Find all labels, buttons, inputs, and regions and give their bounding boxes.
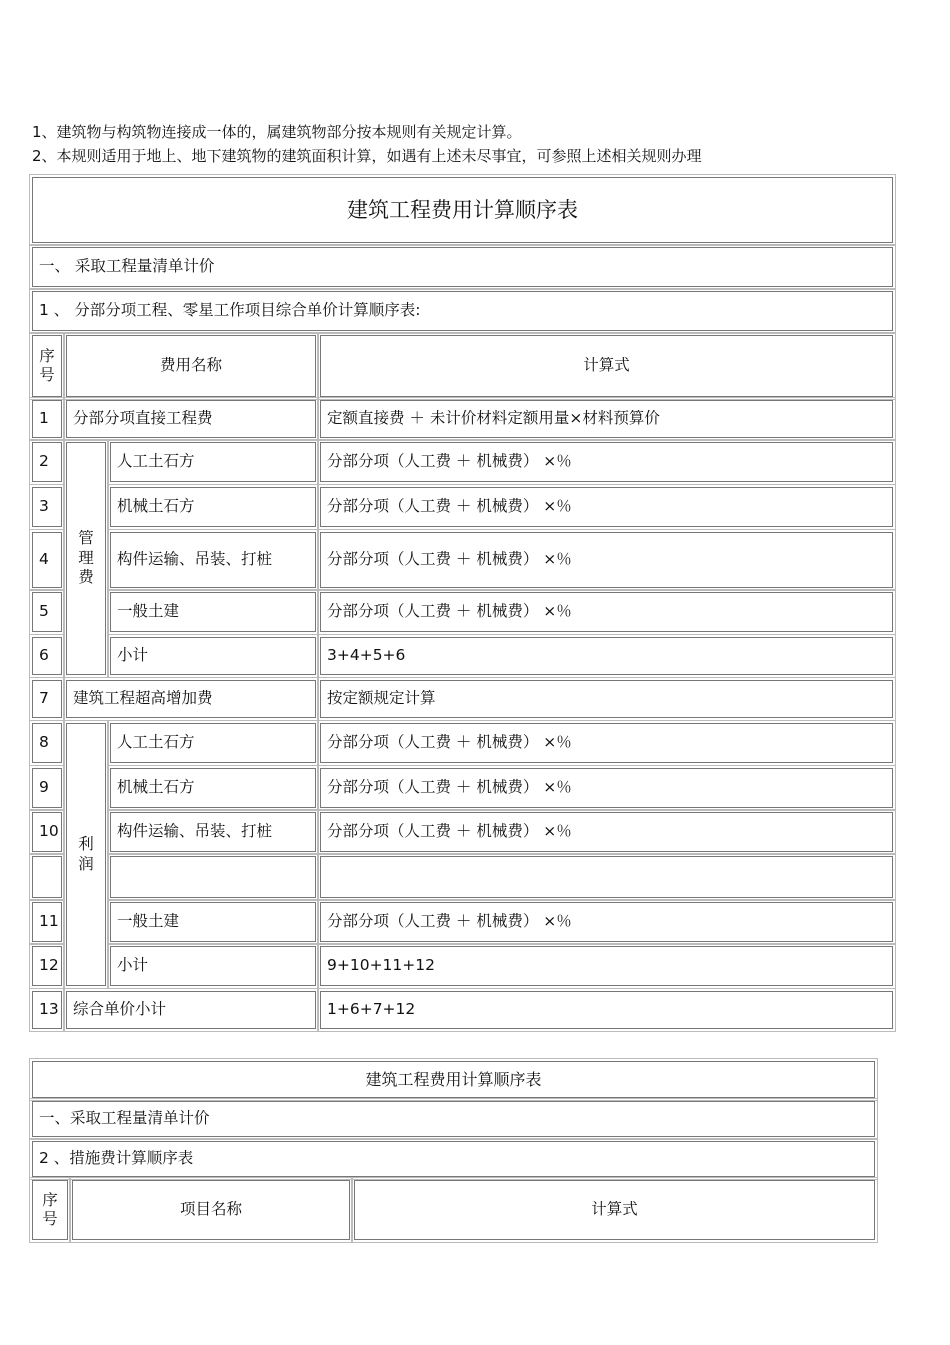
section-heading: 一、采取工程量清单计价 [32,1101,875,1137]
row-seq: 5 [32,592,62,632]
row-formula: 9+10+11+12 [320,946,893,986]
row-name: 机械土石方 [110,487,316,527]
row-name: 建筑工程超高增加费 [66,680,316,718]
row-formula: 分部分项（人工费 ＋ 机械费） ×％ [320,532,893,588]
note-1: 1、建筑物与构筑物连接成一体的，属建筑物部分按本规则有关规定计算。 [32,123,522,141]
row-formula: 定额直接费 ＋ 未计价材料定额用量×材料预算价 [320,400,893,438]
note-2: 2、本规则适用于地上、地下建筑物的建筑面积计算，如遇有上述未尽事宜，可参照上述相关规则办理 [32,147,702,165]
row-seq: 9 [32,768,62,808]
row-name: 分部分项直接工程费 [66,400,316,438]
row-name: 一般土建 [110,592,316,632]
row-seq: 4 [32,532,62,588]
header-seq: 序号 [32,335,62,397]
header-formula: 计算式 [320,335,893,397]
row-formula: 分部分项（人工费 ＋ 机械费） ×％ [320,723,893,763]
row-formula-empty [320,856,893,898]
subsection-heading: 1 、 分部分项工程、零星工作项目综合单价计算顺序表: [32,291,893,331]
row-formula: 分部分项（人工费 ＋ 机械费） ×％ [320,487,893,527]
row-formula: 按定额规定计算 [320,680,893,718]
row-name: 构件运输、吊装、打桩 [110,812,316,852]
row-seq: 1 [32,400,62,438]
row-formula: 1+6+7+12 [320,991,893,1029]
header-name: 项目名称 [72,1180,350,1240]
subsection-heading: 2 、措施费计算顺序表 [32,1141,875,1177]
row-name: 综合单价小计 [66,991,316,1029]
row-name: 人工土石方 [110,442,316,482]
row-name-empty [110,856,316,898]
table-title: 建筑工程费用计算顺序表 [32,177,893,243]
row-seq: 10 [32,812,62,852]
group-label-profit: 利润 [66,723,106,986]
row-formula: 分部分项（人工费 ＋ 机械费） ×％ [320,812,893,852]
row-name: 机械土石方 [110,768,316,808]
row-seq-empty [32,856,62,898]
row-formula: 分部分项（人工费 ＋ 机械费） ×％ [320,768,893,808]
row-seq: 3 [32,487,62,527]
row-name: 人工土石方 [110,723,316,763]
row-seq: 2 [32,442,62,482]
row-seq: 6 [32,637,62,675]
row-name: 小计 [110,946,316,986]
table-title: 建筑工程费用计算顺序表 [32,1061,875,1098]
row-seq: 11 [32,902,62,942]
row-formula: 3+4+5+6 [320,637,893,675]
row-seq: 13 [32,991,62,1029]
row-name: 小计 [110,637,316,675]
row-seq: 7 [32,680,62,718]
row-name: 构件运输、吊装、打桩 [110,532,316,588]
row-seq: 8 [32,723,62,763]
row-formula: 分部分项（人工费 ＋ 机械费） ×％ [320,902,893,942]
header-seq: 序号 [32,1180,68,1240]
row-name: 一般土建 [110,902,316,942]
row-seq: 12 [32,946,62,986]
section-heading: 一、 采取工程量清单计价 [32,247,893,287]
header-name: 费用名称 [66,335,316,397]
header-formula: 计算式 [354,1180,875,1240]
row-formula: 分部分项（人工费 ＋ 机械费） ×％ [320,592,893,632]
row-formula: 分部分项（人工费 ＋ 机械费） ×％ [320,442,893,482]
group-label-management: 管理费 [66,442,106,675]
